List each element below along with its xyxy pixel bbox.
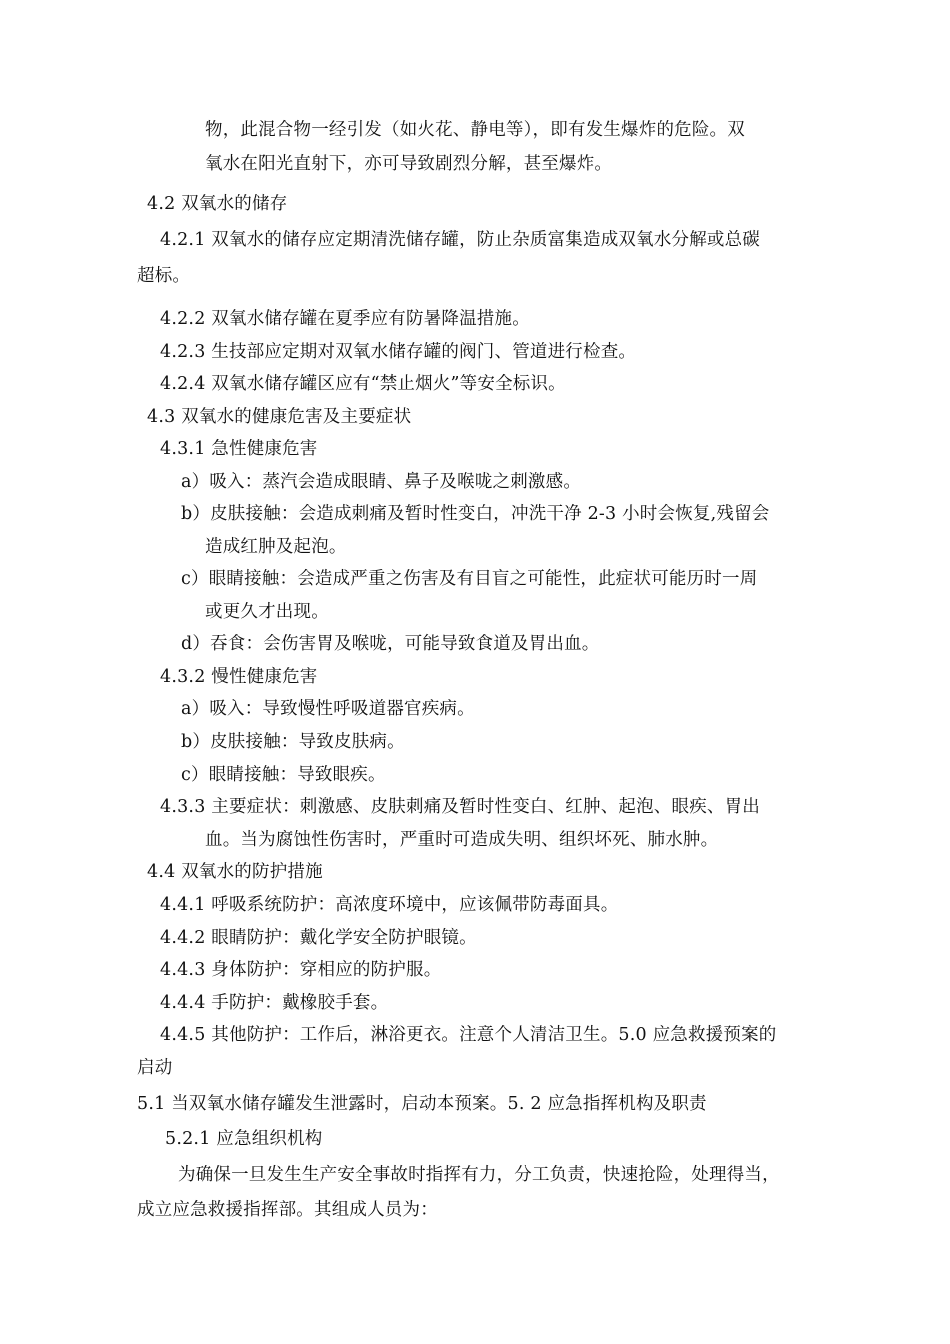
paragraph-line: 为确保一旦发生生产安全事故时指挥有力，分工负责，快速抢险，处理得当， [178, 1165, 780, 1185]
section-heading: 4.3 双氧水的健康危害及主要症状 [147, 407, 412, 427]
section-heading: 4.2 双氧水的储存 [147, 194, 288, 214]
text-line: 物，此混合物一经引发（如火花、静电等），即有发生爆炸的危险。双 [205, 120, 745, 140]
paragraph-line: 成立应急救援指挥部。其组成人员为： [137, 1200, 438, 1220]
text-line: 4.4.2 眼睛防护：戴化学安全防护眼镜。 [160, 928, 477, 948]
text-line: 4.2.3 生技部应定期对双氧水储存罐的阀门、管道进行检查。 [160, 342, 637, 362]
text-line: 5.1 当双氧水储存罐发生泄露时，启动本预案。5. 2 应急指挥机构及职责 [137, 1094, 707, 1114]
text-line: 4.4.3 身体防护：穿相应的防护服。 [160, 960, 442, 980]
text-line: 血。当为腐蚀性伤害时，严重时可造成失明、组织坏死、肺水肿。 [205, 830, 719, 850]
text-line: 启动 [137, 1058, 173, 1078]
section-heading: 4.4 双氧水的防护措施 [147, 862, 323, 882]
text-line: 4.4.4 手防护：戴橡胶手套。 [160, 993, 389, 1013]
text-line: 4.4.5 其他防护：工作后，淋浴更衣。注意个人清洁卫生。5.0 应急救援预案的 [160, 1025, 777, 1045]
subsection-heading: 4.3.1 急性健康危害 [160, 439, 318, 459]
list-item: c）眼睛接触：导致眼疾。 [181, 765, 386, 785]
text-line: 4.3.3 主要症状：刺激感、皮肤刺痛及暂时性变白、红肿、起泡、眼疾、胃出 [160, 797, 760, 817]
text-line: 4.2.1 双氧水的储存应定期清洗储存罐，防止杂质富集造成双氧水分解或总碳 [160, 230, 760, 250]
list-item-continuation: 造成红肿及起泡。 [205, 537, 347, 557]
text-line: 4.2.4 双氧水储存罐区应有“禁止烟火”等安全标识。 [160, 374, 566, 394]
list-item: a）吸入：蒸汽会造成眼睛、鼻子及喉咙之刺激感。 [181, 472, 582, 492]
text-line: 超标。 [137, 266, 191, 286]
text-line: 氧水在阳光直射下，亦可导致剧烈分解，甚至爆炸。 [205, 154, 613, 174]
list-item: d）吞食：会伤害胃及喉咙，可能导致食道及胃出血。 [181, 634, 600, 654]
list-item: a）吸入：导致慢性呼吸道器官疾病。 [181, 699, 475, 719]
list-item-continuation: 或更久才出现。 [205, 602, 329, 622]
list-item: b）皮肤接触：会造成刺痛及暂时性变白，冲洗干净 2-3 小时会恢复,残留会 [181, 504, 770, 524]
text-line: 4.2.2 双氧水储存罐在夏季应有防暑降温措施。 [160, 309, 530, 329]
list-item: c）眼睛接触：会造成严重之伤害及有目盲之可能性，此症状可能历时一周 [181, 569, 758, 589]
text-line: 4.4.1 呼吸系统防护：高浓度环境中，应该佩带防毒面具。 [160, 895, 619, 915]
list-item: b）皮肤接触：导致皮肤病。 [181, 732, 405, 752]
subsection-heading: 5.2.1 应急组织机构 [165, 1129, 323, 1149]
subsection-heading: 4.3.2 慢性健康危害 [160, 667, 318, 687]
